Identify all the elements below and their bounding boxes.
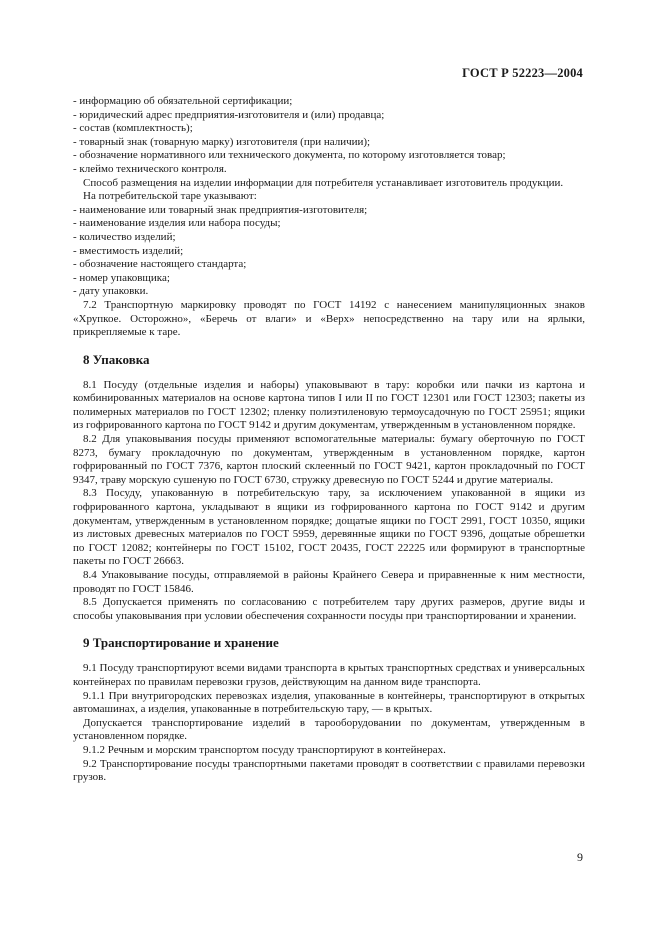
list-item: - дату упаковки. [73,285,149,298]
list-item: - юридический адрес предприятия-изготовителя и (или) продавца; [73,108,385,121]
list-item: - обозначение нормативного или технического документа, по которому изготовляется товар; [73,149,506,162]
list-item: - информацию об обязательной сертификации; [73,95,293,107]
list-item: - вместимость изделий; [73,244,184,257]
list-item: - обозначение настоящего стандарта; [73,258,247,271]
paragraph: 9.1.2 Речным и морским транспортом посуду транспортируют в контейнерах. [83,743,446,756]
paragraph: 9.1 Посуду транспортируют всеми видами транспорта в крытых транспортных средствах и универсальных контейнерах по правилам перевозки грузов, действующим на данном виде транспорта. [73,662,585,688]
list-item: - клеймо технического контроля. [73,162,227,175]
list-item: - товарный знак (товарную марку) изготовителя (при наличии); [73,135,371,148]
document-header: ГОСТ Р 52223—2004 [462,66,583,80]
paragraph: Способ размещения на изделии информации для потребителя устанавливает изготовитель продукции. [83,176,564,189]
page-number: 9 [577,850,583,864]
paragraph: 8.1 Посуду (отдельные изделия и наборы) упаковывают в тару: коробки или пачки из картона и комбинированных материалов на основе картона типов I или II по ГОСТ 12301 или ГОСТ 12303; пакеты из полимерных материалов по ГОСТ 12302; пленку полиэтиленовую термоусадочную по ГОСТ 25951; ящики из гофрированного картона по ГОСТ 9142 и другим документам, утвержденным в установленном порядке. [73,378,585,432]
paragraph: 8.5 Допускается применять по согласованию с потребителем тару других размеров, другие виды и способы упаковывания при условии обеспечения сохранности посуды при транспортировании и хранении. [73,596,585,622]
section-heading: 8 Упаковка [83,351,150,367]
list-item: - номер упаковщика; [73,271,170,284]
paragraph: На потребительской таре указывают: [83,190,257,203]
paragraph: 7.2 Транспортную маркировку проводят по ГОСТ 14192 с нанесением манипуляционных знаков «Хрупкое. Осторожно», «Беречь от влаги» и «Верх» непосредственно на тару или на ярлыки, прикрепляемые к таре. [73,298,585,339]
list-item: - наименование или товарный знак предприятия-изготовителя; [73,203,368,216]
paragraph: 9.1.1 При внутригородских перевозках изделия, упакованные в контейнеры, транспортируют в открытых автомашинах, а изделия, упакованные в потребительскую тару, — в крытых. [73,689,585,716]
paragraph: 8.4 Упаковывание посуды, отправляемой в районы Крайнего Севера и приравненные к ним местности, проводят по ГОСТ 15846. [73,569,585,595]
list-item: - состав (комплектность); [73,122,193,135]
section-heading: 9 Транспортирование и хранение [83,635,279,651]
paragraph: 8.3 Посуду, упакованную в потребительскую тару, за исключением упакованной в ящики из гофрированного картона, укладывают в ящики из гофрированного картона по ГОСТ 9142 и другим документам, утвержденным в установленном порядке; дощатые ящики по ГОСТ 2991, ГОСТ 10350, ящики из листовых древесных материалов по ГОСТ 5959, деревянные ящики по ГОСТ 9396, дощатые обрешетки по ГОСТ 12082; контейнеры по ГОСТ 15102, ГОСТ 20435, ГОСТ 22225 или формируют в транспортные пакеты по ГОСТ 26663. [73,487,585,568]
document-body [73,95,585,785]
list-item: - количество изделий; [73,230,176,243]
paragraph: Допускается транспортирование изделий в тарооборудовании по документам, утвержденным в установленном порядке. [73,716,585,743]
list-item: - наименование изделия или набора посуды; [73,217,281,230]
paragraph: 8.2 Для упаковывания посуды применяют вспомогательные материалы: бумагу оберточную по ГОСТ 8273, бумагу прокладочную по документам, утвержденным в установленном порядке, картон гофрированный по ГОСТ 7376, картон плоский склеенный по ГОСТ 9421, картон прокладочный по ГОСТ 9347, траву морскую сушеную по ГОСТ 6730, стружку древесную по ГОСТ 5244 и другие материалы. [73,433,585,486]
paragraph: 9.2 Транспортирование посуды транспортными пакетами проводят в соответствии с правилами перевозки грузов. [73,757,585,784]
